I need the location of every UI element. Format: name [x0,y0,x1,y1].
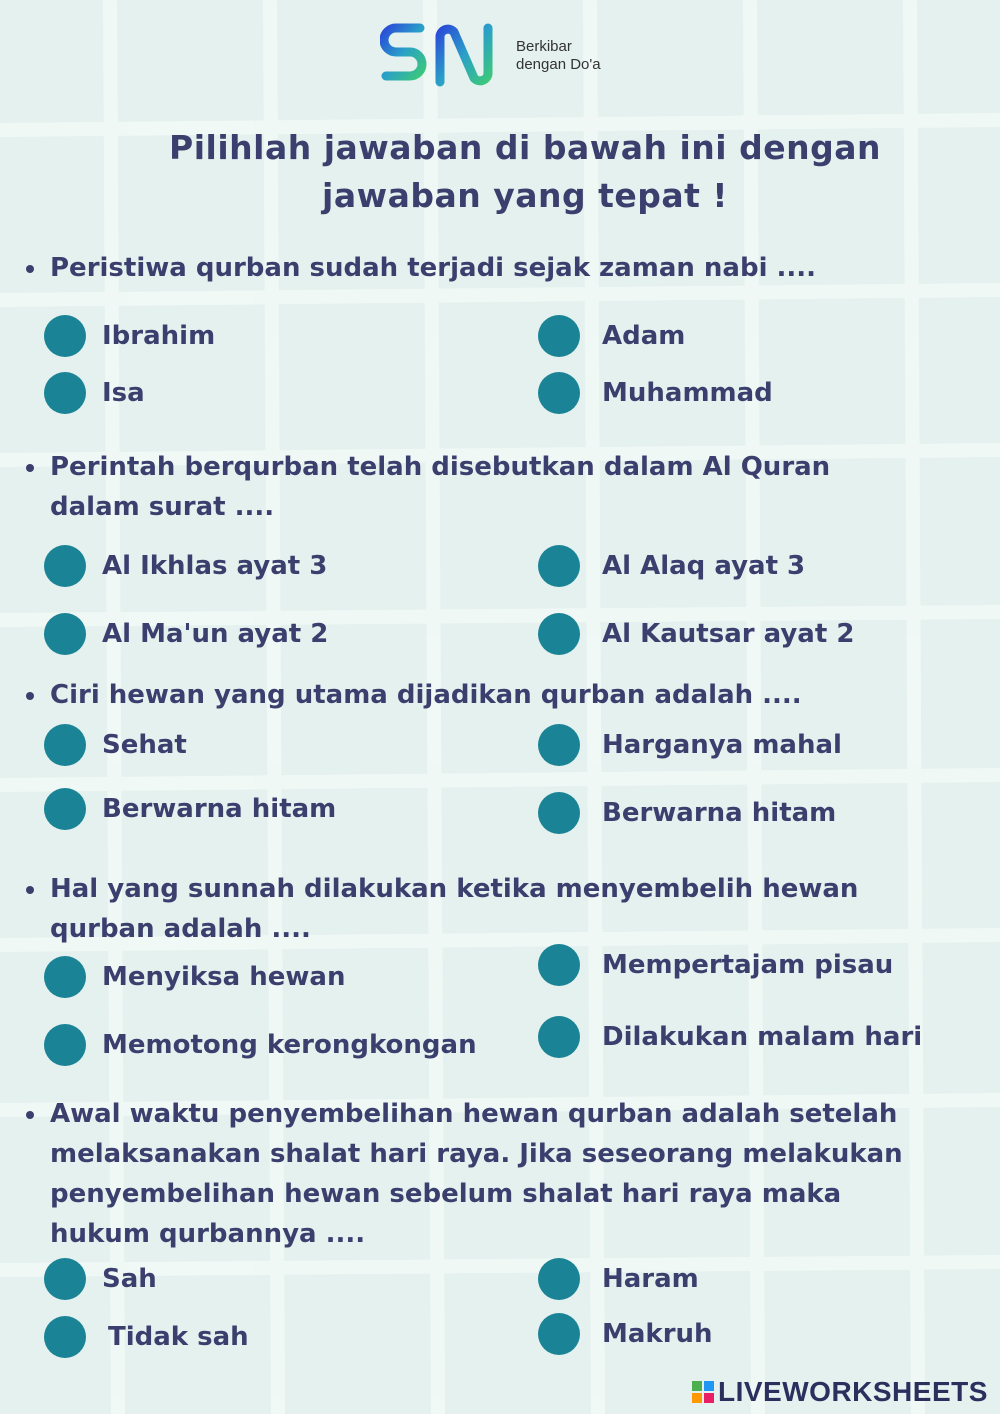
question-text: Awal waktu penyembelihan hewan qurban adalah setelah melaksanakan shalat hari raya. Jika seseorang melakukan penyembelihan hewan sebelum shalat hari raya maka hukum qurbannya .... [50,1099,903,1249]
radio-button[interactable] [538,372,580,414]
radio-button[interactable] [538,1016,580,1058]
question-2 [22,447,902,527]
radio-button[interactable] [538,545,580,587]
option-label: Dilakukan malam hari [602,1022,923,1052]
bullet-icon [26,1111,34,1119]
radio-button[interactable] [44,724,86,766]
option-label: Sehat [102,730,187,760]
radio-button[interactable] [538,315,580,357]
liveworksheets-watermark [692,1376,988,1408]
radio-button[interactable] [44,545,86,587]
question-text: Peristiwa qurban sudah terjadi sejak zaman nabi .... [50,253,817,283]
bullet-icon [26,265,34,273]
question-4 [22,869,922,949]
liveworksheets-logo-icon [692,1381,714,1403]
radio-button[interactable] [44,613,86,655]
bullet-icon [26,464,34,472]
option-label: Al Alaq ayat 3 [602,551,806,581]
option-label: Al Kautsar ayat 2 [602,619,855,649]
option-label: Berwarna hitam [602,798,837,828]
question-text: Perintah berqurban telah disebutkan dalam Al Quran dalam surat .... [50,452,831,522]
question-text: Hal yang sunnah dilakukan ketika menyembelih hewan qurban adalah .... [50,874,859,944]
radio-button[interactable] [538,1313,580,1355]
option-label: Al Ikhlas ayat 3 [102,551,328,581]
option-label: Haram [602,1264,699,1294]
option-label: Mempertajam pisau [602,950,894,980]
watermark-text: LIVEWORKSHEETS [718,1376,988,1407]
option-label: Tidak sah [108,1322,249,1352]
radio-button[interactable] [538,613,580,655]
radio-button[interactable] [44,315,86,357]
radio-button[interactable] [44,1024,86,1066]
bullet-icon [26,692,34,700]
question-text: Ciri hewan yang utama dijadikan qurban adalah .... [50,680,802,710]
radio-button[interactable] [538,1258,580,1300]
option-label: Ibrahim [102,321,216,351]
option-label: Al Ma'un ayat 2 [102,619,329,649]
option-label: Adam [602,321,686,351]
page-title: Pilihlah jawaban di bawah ini dengan jawaban yang tepat ! [169,128,881,215]
logo-tagline: Berkibar dengan Do'a [516,38,601,73]
radio-button[interactable] [44,1316,86,1358]
option-label: Muhammad [602,378,773,408]
question-1 [22,248,952,288]
radio-button[interactable] [44,1258,86,1300]
option-label: Menyiksa hewan [102,962,346,992]
radio-button[interactable] [538,944,580,986]
bullet-icon [26,886,34,894]
option-label: Makruh [602,1319,713,1349]
question-5 [22,1094,922,1254]
radio-button[interactable] [538,724,580,766]
radio-button[interactable] [44,788,86,830]
radio-button[interactable] [44,956,86,998]
option-label: Memotong kerongkongan [102,1030,477,1060]
option-label: Sah [102,1264,157,1294]
radio-button[interactable] [44,372,86,414]
option-label: Berwarna hitam [102,794,337,824]
option-label: Harganya mahal [602,730,842,760]
option-label: Isa [102,378,145,408]
radio-button[interactable] [538,792,580,834]
question-3 [22,675,952,715]
